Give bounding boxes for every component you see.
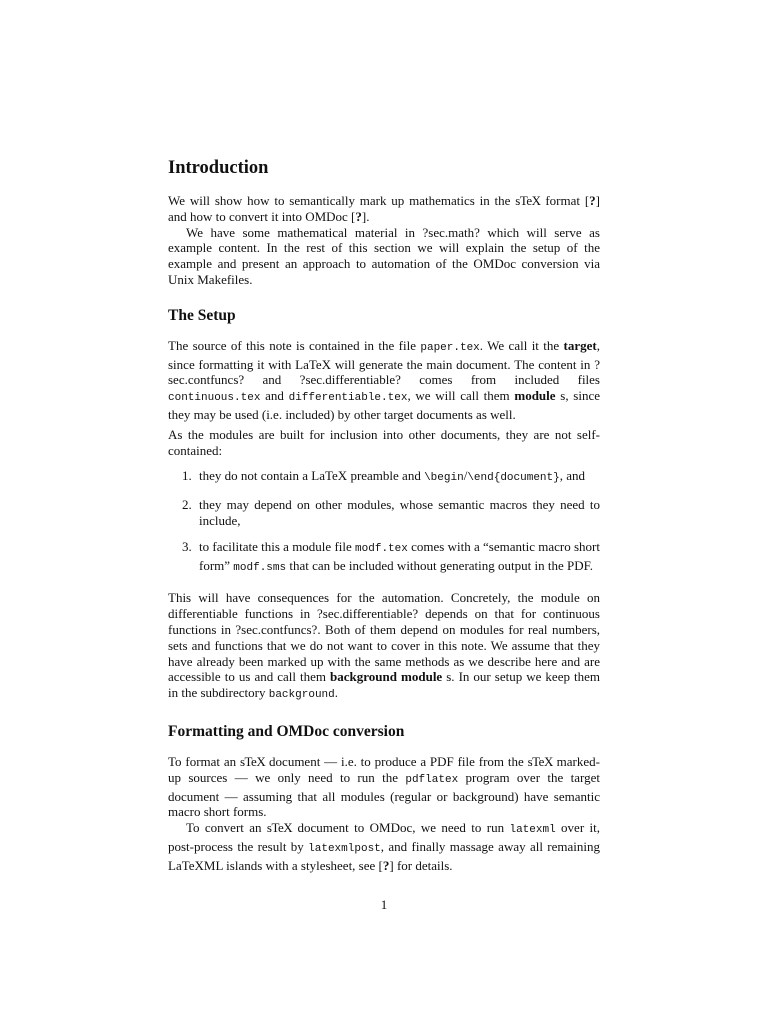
- text-run: This will have consequences for the automation. Concretely, the module on differentiable functions in ?sec.differentiable? depends on that for continuous functions in ?sec.contfuncs?. Both of them depend on modules for real numbers, sets and functions that we do not want to cover in this note. We assume that they have already been marked up with the same methods as we describe here and are accessible to us and call them: [168, 590, 600, 685]
- text-run: to facilitate this a module file: [199, 538, 356, 554]
- page-number: 1: [380, 897, 388, 912]
- list-number: 3.: [182, 538, 192, 554]
- code-snippet: \end{document}: [467, 472, 560, 485]
- text-run: will generate the main document. The content in ?sec.contfuncs? and ?sec.differentiable? comes from included files: [168, 356, 600, 388]
- formatting-paragraph-1: [168, 754, 600, 820]
- text-run: s, since they may be used (i.e. included) by other target documents as well.: [168, 388, 600, 422]
- text-run: s. In our setup we keep them in the subdirectory: [168, 669, 600, 701]
- code-snippet: pdflatex: [405, 773, 459, 786]
- text-run: marked-up sources — we only need to run the: [168, 753, 600, 785]
- text-run: , we will call them: [407, 388, 515, 404]
- file-name: paper.tex: [420, 341, 480, 354]
- text-run: .: [334, 685, 338, 701]
- text-run: program over the target document — assuming that all modules (regular or background) have semantic macro short forms.: [168, 769, 600, 820]
- text-run: and: [260, 388, 289, 404]
- file-name: modf.tex: [355, 542, 408, 555]
- page-content: [168, 157, 600, 874]
- text-run: they do not contain a: [199, 468, 312, 484]
- setup-paragraph-1: [168, 338, 600, 423]
- list-item: [168, 468, 600, 487]
- code-snippet: latexmlpost: [308, 842, 381, 855]
- text-run: , and: [559, 468, 586, 484]
- term-background-module: background module: [330, 669, 443, 685]
- list-item: [168, 497, 600, 529]
- citation-ref[interactable]: ?: [589, 193, 596, 208]
- stex-logo: sTeX: [266, 820, 293, 836]
- text-run: format [: [540, 193, 590, 208]
- citation-ref[interactable]: ?: [382, 857, 390, 873]
- text-run: document — i.e. to produce a PDF file from the: [265, 753, 528, 769]
- term-target: target: [563, 337, 597, 353]
- text-run: that can be included without generating output in the PDF.: [286, 557, 594, 573]
- intro-paragraph-2: We have some mathematical material in ?sec.math? which will serve as example content. In the rest of this section we will explain the setup of the example and present an approach to automation of the OMDoc conversion via Unix Makefiles.: [168, 224, 600, 287]
- text-run: We will show how to semantically mark up mathematics in the: [168, 193, 516, 208]
- code-snippet: latexml: [509, 824, 556, 837]
- text-run: To format an: [168, 753, 240, 769]
- text-run: document to OMDoc, we need to run: [292, 820, 510, 836]
- code-snippet: \begin: [424, 472, 464, 485]
- latex-logo: LaTeX: [295, 356, 332, 372]
- numbered-list: [168, 468, 600, 576]
- intro-paragraph-1: [168, 193, 600, 225]
- section-title: Introduction: [168, 158, 269, 178]
- file-name: continuous.tex: [168, 392, 261, 405]
- list-number: 2.: [182, 497, 192, 513]
- text-run: ] and how to convert it into OMDoc [: [168, 193, 600, 224]
- text-run: comes with a “semantic macro short form”: [199, 538, 600, 573]
- text-run: they may depend on other modules, whose semantic macros they need to include,: [199, 497, 600, 528]
- text-run: , since formatting it with: [168, 337, 600, 372]
- stex-logo: sTeX: [527, 753, 553, 769]
- text-run: ].: [361, 208, 370, 224]
- formatting-paragraph-2: [168, 820, 600, 873]
- stex-logo: sTeX: [515, 193, 541, 208]
- directory-name: background: [268, 689, 335, 702]
- citation-ref[interactable]: ?: [355, 208, 362, 224]
- list-item: [168, 539, 600, 577]
- subsection-title-setup: The Setup: [168, 306, 236, 324]
- text-run: /: [463, 468, 468, 484]
- file-name: differentiable.tex: [288, 392, 408, 405]
- file-name: modf.sms: [233, 561, 287, 574]
- text-run: over it, post-process the result by: [168, 820, 600, 854]
- latex-logo: LaTeX: [311, 468, 348, 484]
- stex-logo: sTeX: [239, 753, 266, 769]
- text-run: . We call it the: [479, 337, 564, 353]
- setup-paragraph-3: [168, 590, 600, 704]
- subsection-title-formatting: Formatting and OMDoc conversion: [168, 722, 405, 740]
- term-module: module: [514, 388, 556, 404]
- text-run: , and finally massage away all remaining LaTeXML islands with a stylesheet, see [: [168, 838, 600, 873]
- text-run: ] for details.: [389, 857, 453, 873]
- text-run: The source of this note is contained in the file: [168, 337, 421, 353]
- setup-paragraph-2: As the modules are built for inclusion into other documents, they are not self-contained:: [168, 426, 600, 458]
- text-run: To convert an: [186, 820, 267, 836]
- text-run: preamble and: [347, 468, 425, 484]
- list-number: 1.: [182, 468, 192, 484]
